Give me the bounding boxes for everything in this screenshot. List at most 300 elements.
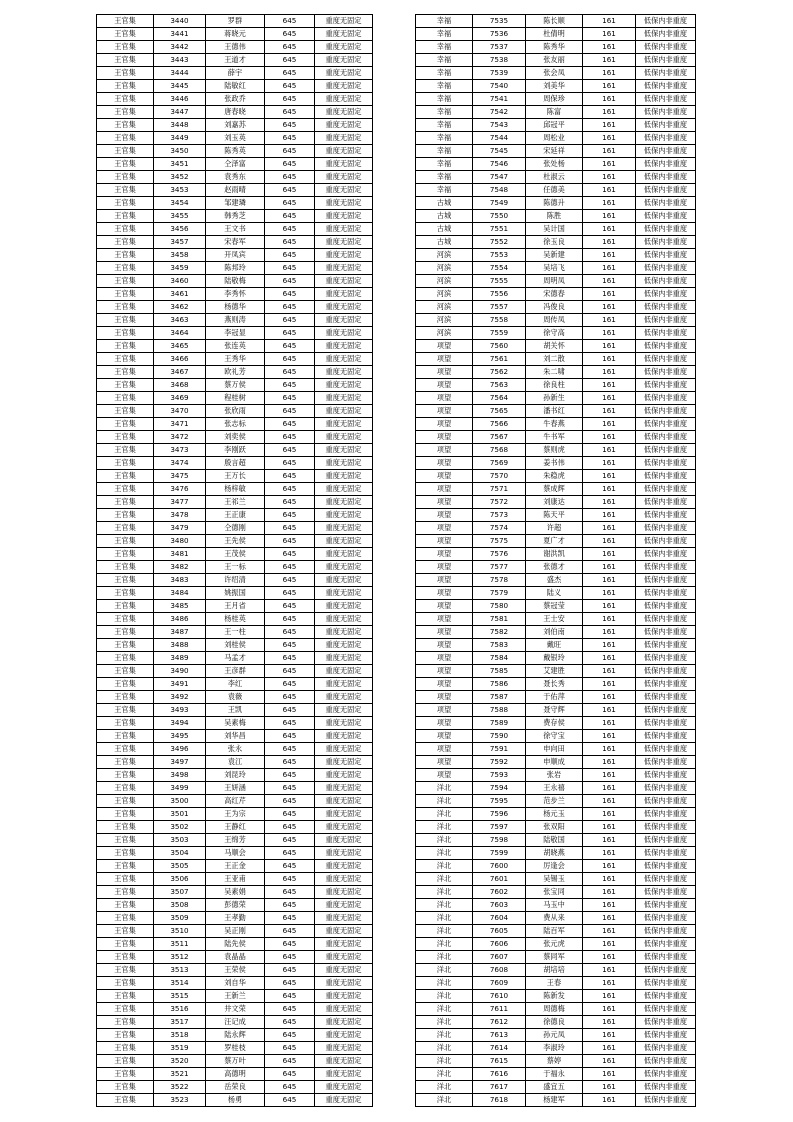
town-cell: 王官集 bbox=[97, 756, 154, 769]
amount-cell: 645 bbox=[265, 28, 315, 41]
town-cell: 幸福 bbox=[416, 28, 473, 41]
amount-cell: 161 bbox=[583, 1029, 636, 1042]
table-row bbox=[97, 41, 373, 54]
number-cell: 7548 bbox=[473, 184, 526, 197]
town-cell: 幸福 bbox=[416, 145, 473, 158]
category-cell: 低保内非重度 bbox=[636, 262, 696, 275]
table-row bbox=[97, 847, 373, 860]
amount-cell: 161 bbox=[583, 548, 636, 561]
town-cell: 王官集 bbox=[97, 860, 154, 873]
name-cell: 徐守高 bbox=[526, 327, 583, 340]
name-cell: 李淑玲 bbox=[526, 1042, 583, 1055]
amount-cell: 645 bbox=[265, 600, 315, 613]
number-cell: 3481 bbox=[154, 548, 206, 561]
number-cell: 3453 bbox=[154, 184, 206, 197]
number-cell: 7568 bbox=[473, 444, 526, 457]
amount-cell: 645 bbox=[265, 184, 315, 197]
number-cell: 3522 bbox=[154, 1081, 206, 1094]
table-row bbox=[97, 743, 373, 756]
town-cell: 河滨 bbox=[416, 262, 473, 275]
name-cell: 岳荣良 bbox=[206, 1081, 265, 1094]
name-cell: 陈胜 bbox=[526, 210, 583, 223]
number-cell: 7555 bbox=[473, 275, 526, 288]
category-cell: 重度无固定 bbox=[315, 600, 373, 613]
amount-cell: 645 bbox=[265, 15, 315, 28]
town-cell: 王官集 bbox=[97, 249, 154, 262]
category-cell: 低保内非重度 bbox=[636, 340, 696, 353]
category-cell: 重度无固定 bbox=[315, 652, 373, 665]
name-cell: 袁秀东 bbox=[206, 171, 265, 184]
name-cell: 陆先侯 bbox=[206, 938, 265, 951]
category-cell: 低保内非重度 bbox=[636, 821, 696, 834]
name-cell: 聂守辉 bbox=[526, 704, 583, 717]
amount-cell: 161 bbox=[583, 613, 636, 626]
table-row bbox=[97, 197, 373, 210]
table-row bbox=[97, 262, 373, 275]
table-row bbox=[416, 106, 696, 119]
town-cell: 项望 bbox=[416, 574, 473, 587]
number-cell: 3442 bbox=[154, 41, 206, 54]
category-cell: 低保内非重度 bbox=[636, 28, 696, 41]
number-cell: 7543 bbox=[473, 119, 526, 132]
number-cell: 7558 bbox=[473, 314, 526, 327]
category-cell: 重度无固定 bbox=[315, 717, 373, 730]
table-row bbox=[97, 28, 373, 41]
amount-cell: 161 bbox=[583, 600, 636, 613]
table-row bbox=[97, 184, 373, 197]
table-row bbox=[416, 119, 696, 132]
town-cell: 王官集 bbox=[97, 561, 154, 574]
table-row bbox=[416, 665, 696, 678]
name-cell: 姚振国 bbox=[206, 587, 265, 600]
number-cell: 7557 bbox=[473, 301, 526, 314]
category-cell: 重度无固定 bbox=[315, 1081, 373, 1094]
name-cell: 王春 bbox=[526, 977, 583, 990]
name-cell: 开凤宾 bbox=[206, 249, 265, 262]
town-cell: 洋北 bbox=[416, 834, 473, 847]
amount-cell: 645 bbox=[265, 327, 315, 340]
name-cell: 许超 bbox=[526, 522, 583, 535]
table-row bbox=[97, 171, 373, 184]
amount-cell: 645 bbox=[265, 574, 315, 587]
amount-cell: 645 bbox=[265, 1029, 315, 1042]
name-cell: 周明凤 bbox=[526, 275, 583, 288]
town-cell: 王官集 bbox=[97, 743, 154, 756]
table-row bbox=[416, 301, 696, 314]
town-cell: 王官集 bbox=[97, 795, 154, 808]
table-row bbox=[416, 1094, 696, 1107]
amount-cell: 645 bbox=[265, 938, 315, 951]
town-cell: 王官集 bbox=[97, 535, 154, 548]
name-cell: 高红芹 bbox=[206, 795, 265, 808]
category-cell: 重度无固定 bbox=[315, 808, 373, 821]
town-cell: 王官集 bbox=[97, 847, 154, 860]
amount-cell: 161 bbox=[583, 1003, 636, 1016]
amount-cell: 645 bbox=[265, 691, 315, 704]
amount-cell: 161 bbox=[583, 223, 636, 236]
town-cell: 王官集 bbox=[97, 54, 154, 67]
number-cell: 7569 bbox=[473, 457, 526, 470]
number-cell: 3488 bbox=[154, 639, 206, 652]
number-cell: 7550 bbox=[473, 210, 526, 223]
table-row bbox=[97, 899, 373, 912]
category-cell: 低保内非重度 bbox=[636, 93, 696, 106]
amount-cell: 161 bbox=[583, 1068, 636, 1081]
table-row bbox=[416, 249, 696, 262]
number-cell: 3450 bbox=[154, 145, 206, 158]
table-row bbox=[416, 990, 696, 1003]
table-row bbox=[416, 730, 696, 743]
name-cell: 王妍涵 bbox=[206, 782, 265, 795]
amount-cell: 161 bbox=[583, 795, 636, 808]
amount-cell: 645 bbox=[265, 93, 315, 106]
table-row bbox=[416, 535, 696, 548]
category-cell: 低保内非重度 bbox=[636, 964, 696, 977]
category-cell: 低保内非重度 bbox=[636, 249, 696, 262]
table-row bbox=[97, 782, 373, 795]
number-cell: 7613 bbox=[473, 1029, 526, 1042]
number-cell: 7614 bbox=[473, 1042, 526, 1055]
number-cell: 7599 bbox=[473, 847, 526, 860]
left-data-table bbox=[96, 14, 373, 1107]
amount-cell: 645 bbox=[265, 236, 315, 249]
name-cell: 刘桂侯 bbox=[206, 639, 265, 652]
name-cell: 杨勇 bbox=[206, 1094, 265, 1107]
name-cell: 冯俊良 bbox=[526, 301, 583, 314]
name-cell: 刘昆玲 bbox=[206, 769, 265, 782]
name-cell: 胡培培 bbox=[526, 964, 583, 977]
town-cell: 王官集 bbox=[97, 483, 154, 496]
town-cell: 王官集 bbox=[97, 509, 154, 522]
number-cell: 7570 bbox=[473, 470, 526, 483]
category-cell: 重度无固定 bbox=[315, 93, 373, 106]
table-row bbox=[416, 275, 696, 288]
amount-cell: 645 bbox=[265, 119, 315, 132]
number-cell: 7606 bbox=[473, 938, 526, 951]
table-row bbox=[416, 353, 696, 366]
amount-cell: 161 bbox=[583, 522, 636, 535]
table-row bbox=[416, 509, 696, 522]
number-cell: 3466 bbox=[154, 353, 206, 366]
amount-cell: 161 bbox=[583, 158, 636, 171]
amount-cell: 161 bbox=[583, 652, 636, 665]
table-row bbox=[97, 418, 373, 431]
category-cell: 低保内非重度 bbox=[636, 782, 696, 795]
town-cell: 王官集 bbox=[97, 1016, 154, 1029]
table-row bbox=[416, 54, 696, 67]
name-cell: 张友丽 bbox=[526, 54, 583, 67]
amount-cell: 645 bbox=[265, 756, 315, 769]
name-cell: 殷言超 bbox=[206, 457, 265, 470]
name-cell: 杨建军 bbox=[526, 1094, 583, 1107]
table-row bbox=[416, 977, 696, 990]
number-cell: 3480 bbox=[154, 535, 206, 548]
name-cell: 马顺会 bbox=[206, 847, 265, 860]
amount-cell: 645 bbox=[265, 678, 315, 691]
number-cell: 7581 bbox=[473, 613, 526, 626]
name-cell: 陆永辉 bbox=[206, 1029, 265, 1042]
table-row bbox=[97, 431, 373, 444]
name-cell: 李冠显 bbox=[206, 327, 265, 340]
name-cell: 邹建璘 bbox=[206, 197, 265, 210]
name-cell: 井文荣 bbox=[206, 1003, 265, 1016]
category-cell: 重度无固定 bbox=[315, 1003, 373, 1016]
number-cell: 3490 bbox=[154, 665, 206, 678]
amount-cell: 161 bbox=[583, 431, 636, 444]
table-row bbox=[416, 678, 696, 691]
category-cell: 重度无固定 bbox=[315, 54, 373, 67]
category-cell: 低保内非重度 bbox=[636, 314, 696, 327]
amount-cell: 161 bbox=[583, 392, 636, 405]
number-cell: 7582 bbox=[473, 626, 526, 639]
town-cell: 项望 bbox=[416, 379, 473, 392]
table-row bbox=[416, 561, 696, 574]
category-cell: 重度无固定 bbox=[315, 262, 373, 275]
name-cell: 于福永 bbox=[526, 1068, 583, 1081]
town-cell: 王官集 bbox=[97, 639, 154, 652]
category-cell: 重度无固定 bbox=[315, 379, 373, 392]
town-cell: 幸福 bbox=[416, 93, 473, 106]
name-cell: 王为宗 bbox=[206, 808, 265, 821]
town-cell: 项望 bbox=[416, 522, 473, 535]
category-cell: 低保内非重度 bbox=[636, 899, 696, 912]
category-cell: 重度无固定 bbox=[315, 145, 373, 158]
category-cell: 低保内非重度 bbox=[636, 171, 696, 184]
name-cell: 王静红 bbox=[206, 821, 265, 834]
amount-cell: 645 bbox=[265, 249, 315, 262]
amount-cell: 161 bbox=[583, 457, 636, 470]
name-cell: 邱冠平 bbox=[526, 119, 583, 132]
name-cell: 费从来 bbox=[526, 912, 583, 925]
town-cell: 洋北 bbox=[416, 990, 473, 1003]
amount-cell: 161 bbox=[583, 730, 636, 743]
table-row bbox=[416, 80, 696, 93]
town-cell: 项望 bbox=[416, 743, 473, 756]
number-cell: 3462 bbox=[154, 301, 206, 314]
amount-cell: 645 bbox=[265, 288, 315, 301]
number-cell: 7584 bbox=[473, 652, 526, 665]
category-cell: 低保内非重度 bbox=[636, 990, 696, 1003]
table-row bbox=[416, 327, 696, 340]
amount-cell: 161 bbox=[583, 171, 636, 184]
table-row bbox=[97, 639, 373, 652]
category-cell: 低保内非重度 bbox=[636, 418, 696, 431]
table-row bbox=[416, 899, 696, 912]
name-cell: 王荣侯 bbox=[206, 964, 265, 977]
town-cell: 王官集 bbox=[97, 912, 154, 925]
number-cell: 7538 bbox=[473, 54, 526, 67]
town-cell: 王官集 bbox=[97, 431, 154, 444]
town-cell: 项望 bbox=[416, 392, 473, 405]
amount-cell: 161 bbox=[583, 275, 636, 288]
category-cell: 低保内非重度 bbox=[636, 626, 696, 639]
town-cell: 王官集 bbox=[97, 197, 154, 210]
number-cell: 7616 bbox=[473, 1068, 526, 1081]
town-cell: 王官集 bbox=[97, 652, 154, 665]
name-cell: 高德明 bbox=[206, 1068, 265, 1081]
table-row bbox=[416, 951, 696, 964]
name-cell: 蔡万侯 bbox=[206, 379, 265, 392]
category-cell: 重度无固定 bbox=[315, 964, 373, 977]
category-cell: 重度无固定 bbox=[315, 678, 373, 691]
category-cell: 重度无固定 bbox=[315, 301, 373, 314]
amount-cell: 645 bbox=[265, 1081, 315, 1094]
category-cell: 低保内非重度 bbox=[636, 795, 696, 808]
table-row bbox=[97, 145, 373, 158]
category-cell: 重度无固定 bbox=[315, 769, 373, 782]
name-cell: 袁晶晶 bbox=[206, 951, 265, 964]
town-cell: 洋北 bbox=[416, 899, 473, 912]
amount-cell: 645 bbox=[265, 561, 315, 574]
category-cell: 重度无固定 bbox=[315, 1068, 373, 1081]
number-cell: 3473 bbox=[154, 444, 206, 457]
category-cell: 重度无固定 bbox=[315, 158, 373, 171]
name-cell: 王万长 bbox=[206, 470, 265, 483]
table-row bbox=[416, 925, 696, 938]
category-cell: 低保内非重度 bbox=[636, 41, 696, 54]
category-cell: 重度无固定 bbox=[315, 1094, 373, 1107]
table-row bbox=[97, 67, 373, 80]
number-cell: 3447 bbox=[154, 106, 206, 119]
amount-cell: 161 bbox=[583, 782, 636, 795]
town-cell: 王官集 bbox=[97, 67, 154, 80]
category-cell: 低保内非重度 bbox=[636, 483, 696, 496]
number-cell: 7554 bbox=[473, 262, 526, 275]
number-cell: 7563 bbox=[473, 379, 526, 392]
category-cell: 重度无固定 bbox=[315, 106, 373, 119]
number-cell: 3513 bbox=[154, 964, 206, 977]
name-cell: 李红 bbox=[206, 678, 265, 691]
number-cell: 7562 bbox=[473, 366, 526, 379]
amount-cell: 161 bbox=[583, 574, 636, 587]
amount-cell: 645 bbox=[265, 535, 315, 548]
amount-cell: 161 bbox=[583, 262, 636, 275]
number-cell: 3519 bbox=[154, 1042, 206, 1055]
category-cell: 重度无固定 bbox=[315, 535, 373, 548]
category-cell: 重度无固定 bbox=[315, 288, 373, 301]
name-cell: 周松业 bbox=[526, 132, 583, 145]
category-cell: 低保内非重度 bbox=[636, 15, 696, 28]
amount-cell: 161 bbox=[583, 106, 636, 119]
amount-cell: 645 bbox=[265, 899, 315, 912]
number-cell: 3468 bbox=[154, 379, 206, 392]
category-cell: 低保内非重度 bbox=[636, 223, 696, 236]
town-cell: 项望 bbox=[416, 600, 473, 613]
town-cell: 洋北 bbox=[416, 938, 473, 951]
table-row bbox=[416, 418, 696, 431]
amount-cell: 161 bbox=[583, 678, 636, 691]
name-cell: 盛宜五 bbox=[526, 1081, 583, 1094]
category-cell: 重度无固定 bbox=[315, 730, 373, 743]
town-cell: 洋北 bbox=[416, 1068, 473, 1081]
number-cell: 3492 bbox=[154, 691, 206, 704]
table-row bbox=[97, 886, 373, 899]
table-row bbox=[416, 756, 696, 769]
amount-cell: 161 bbox=[583, 184, 636, 197]
category-cell: 低保内非重度 bbox=[636, 444, 696, 457]
name-cell: 王茂侯 bbox=[206, 548, 265, 561]
table-row bbox=[97, 483, 373, 496]
amount-cell: 161 bbox=[583, 145, 636, 158]
town-cell: 项望 bbox=[416, 717, 473, 730]
name-cell: 王一柱 bbox=[206, 626, 265, 639]
town-cell: 幸福 bbox=[416, 54, 473, 67]
table-row bbox=[416, 288, 696, 301]
category-cell: 重度无固定 bbox=[315, 704, 373, 717]
number-cell: 3486 bbox=[154, 613, 206, 626]
amount-cell: 161 bbox=[583, 249, 636, 262]
number-cell: 3495 bbox=[154, 730, 206, 743]
town-cell: 洋北 bbox=[416, 873, 473, 886]
town-cell: 王官集 bbox=[97, 184, 154, 197]
table-row bbox=[97, 366, 373, 379]
town-cell: 项望 bbox=[416, 353, 473, 366]
category-cell: 重度无固定 bbox=[315, 691, 373, 704]
name-cell: 张德才 bbox=[526, 561, 583, 574]
table-row bbox=[97, 314, 373, 327]
amount-cell: 161 bbox=[583, 860, 636, 873]
town-cell: 项望 bbox=[416, 431, 473, 444]
number-cell: 3479 bbox=[154, 522, 206, 535]
amount-cell: 645 bbox=[265, 67, 315, 80]
number-cell: 3502 bbox=[154, 821, 206, 834]
category-cell: 低保内非重度 bbox=[636, 366, 696, 379]
name-cell: 仝泽富 bbox=[206, 158, 265, 171]
name-cell: 吴素梅 bbox=[206, 717, 265, 730]
name-cell: 周保珍 bbox=[526, 93, 583, 106]
table-row bbox=[97, 119, 373, 132]
town-cell: 洋北 bbox=[416, 1055, 473, 1068]
category-cell: 重度无固定 bbox=[315, 236, 373, 249]
amount-cell: 645 bbox=[265, 717, 315, 730]
number-cell: 7611 bbox=[473, 1003, 526, 1016]
number-cell: 3491 bbox=[154, 678, 206, 691]
town-cell: 王官集 bbox=[97, 132, 154, 145]
amount-cell: 645 bbox=[265, 158, 315, 171]
town-cell: 王官集 bbox=[97, 951, 154, 964]
table-row bbox=[416, 1055, 696, 1068]
town-cell: 王官集 bbox=[97, 886, 154, 899]
amount-cell: 645 bbox=[265, 613, 315, 626]
name-cell: 孙新生 bbox=[526, 392, 583, 405]
table-row bbox=[97, 717, 373, 730]
town-cell: 项望 bbox=[416, 756, 473, 769]
amount-cell: 645 bbox=[265, 1068, 315, 1081]
amount-cell: 161 bbox=[583, 327, 636, 340]
number-cell: 7588 bbox=[473, 704, 526, 717]
amount-cell: 161 bbox=[583, 28, 636, 41]
amount-cell: 645 bbox=[265, 145, 315, 158]
town-cell: 王官集 bbox=[97, 691, 154, 704]
town-cell: 项望 bbox=[416, 535, 473, 548]
table-row bbox=[416, 522, 696, 535]
table-row bbox=[97, 977, 373, 990]
number-cell: 3515 bbox=[154, 990, 206, 1003]
amount-cell: 645 bbox=[265, 405, 315, 418]
town-cell: 王官集 bbox=[97, 1094, 154, 1107]
number-cell: 3475 bbox=[154, 470, 206, 483]
category-cell: 低保内非重度 bbox=[636, 405, 696, 418]
table-row bbox=[97, 821, 373, 834]
number-cell: 3478 bbox=[154, 509, 206, 522]
category-cell: 低保内非重度 bbox=[636, 496, 696, 509]
town-cell: 王官集 bbox=[97, 93, 154, 106]
amount-cell: 161 bbox=[583, 1094, 636, 1107]
name-cell: 王凯 bbox=[206, 704, 265, 717]
table-row bbox=[97, 405, 373, 418]
town-cell: 王官集 bbox=[97, 977, 154, 990]
town-cell: 项望 bbox=[416, 340, 473, 353]
